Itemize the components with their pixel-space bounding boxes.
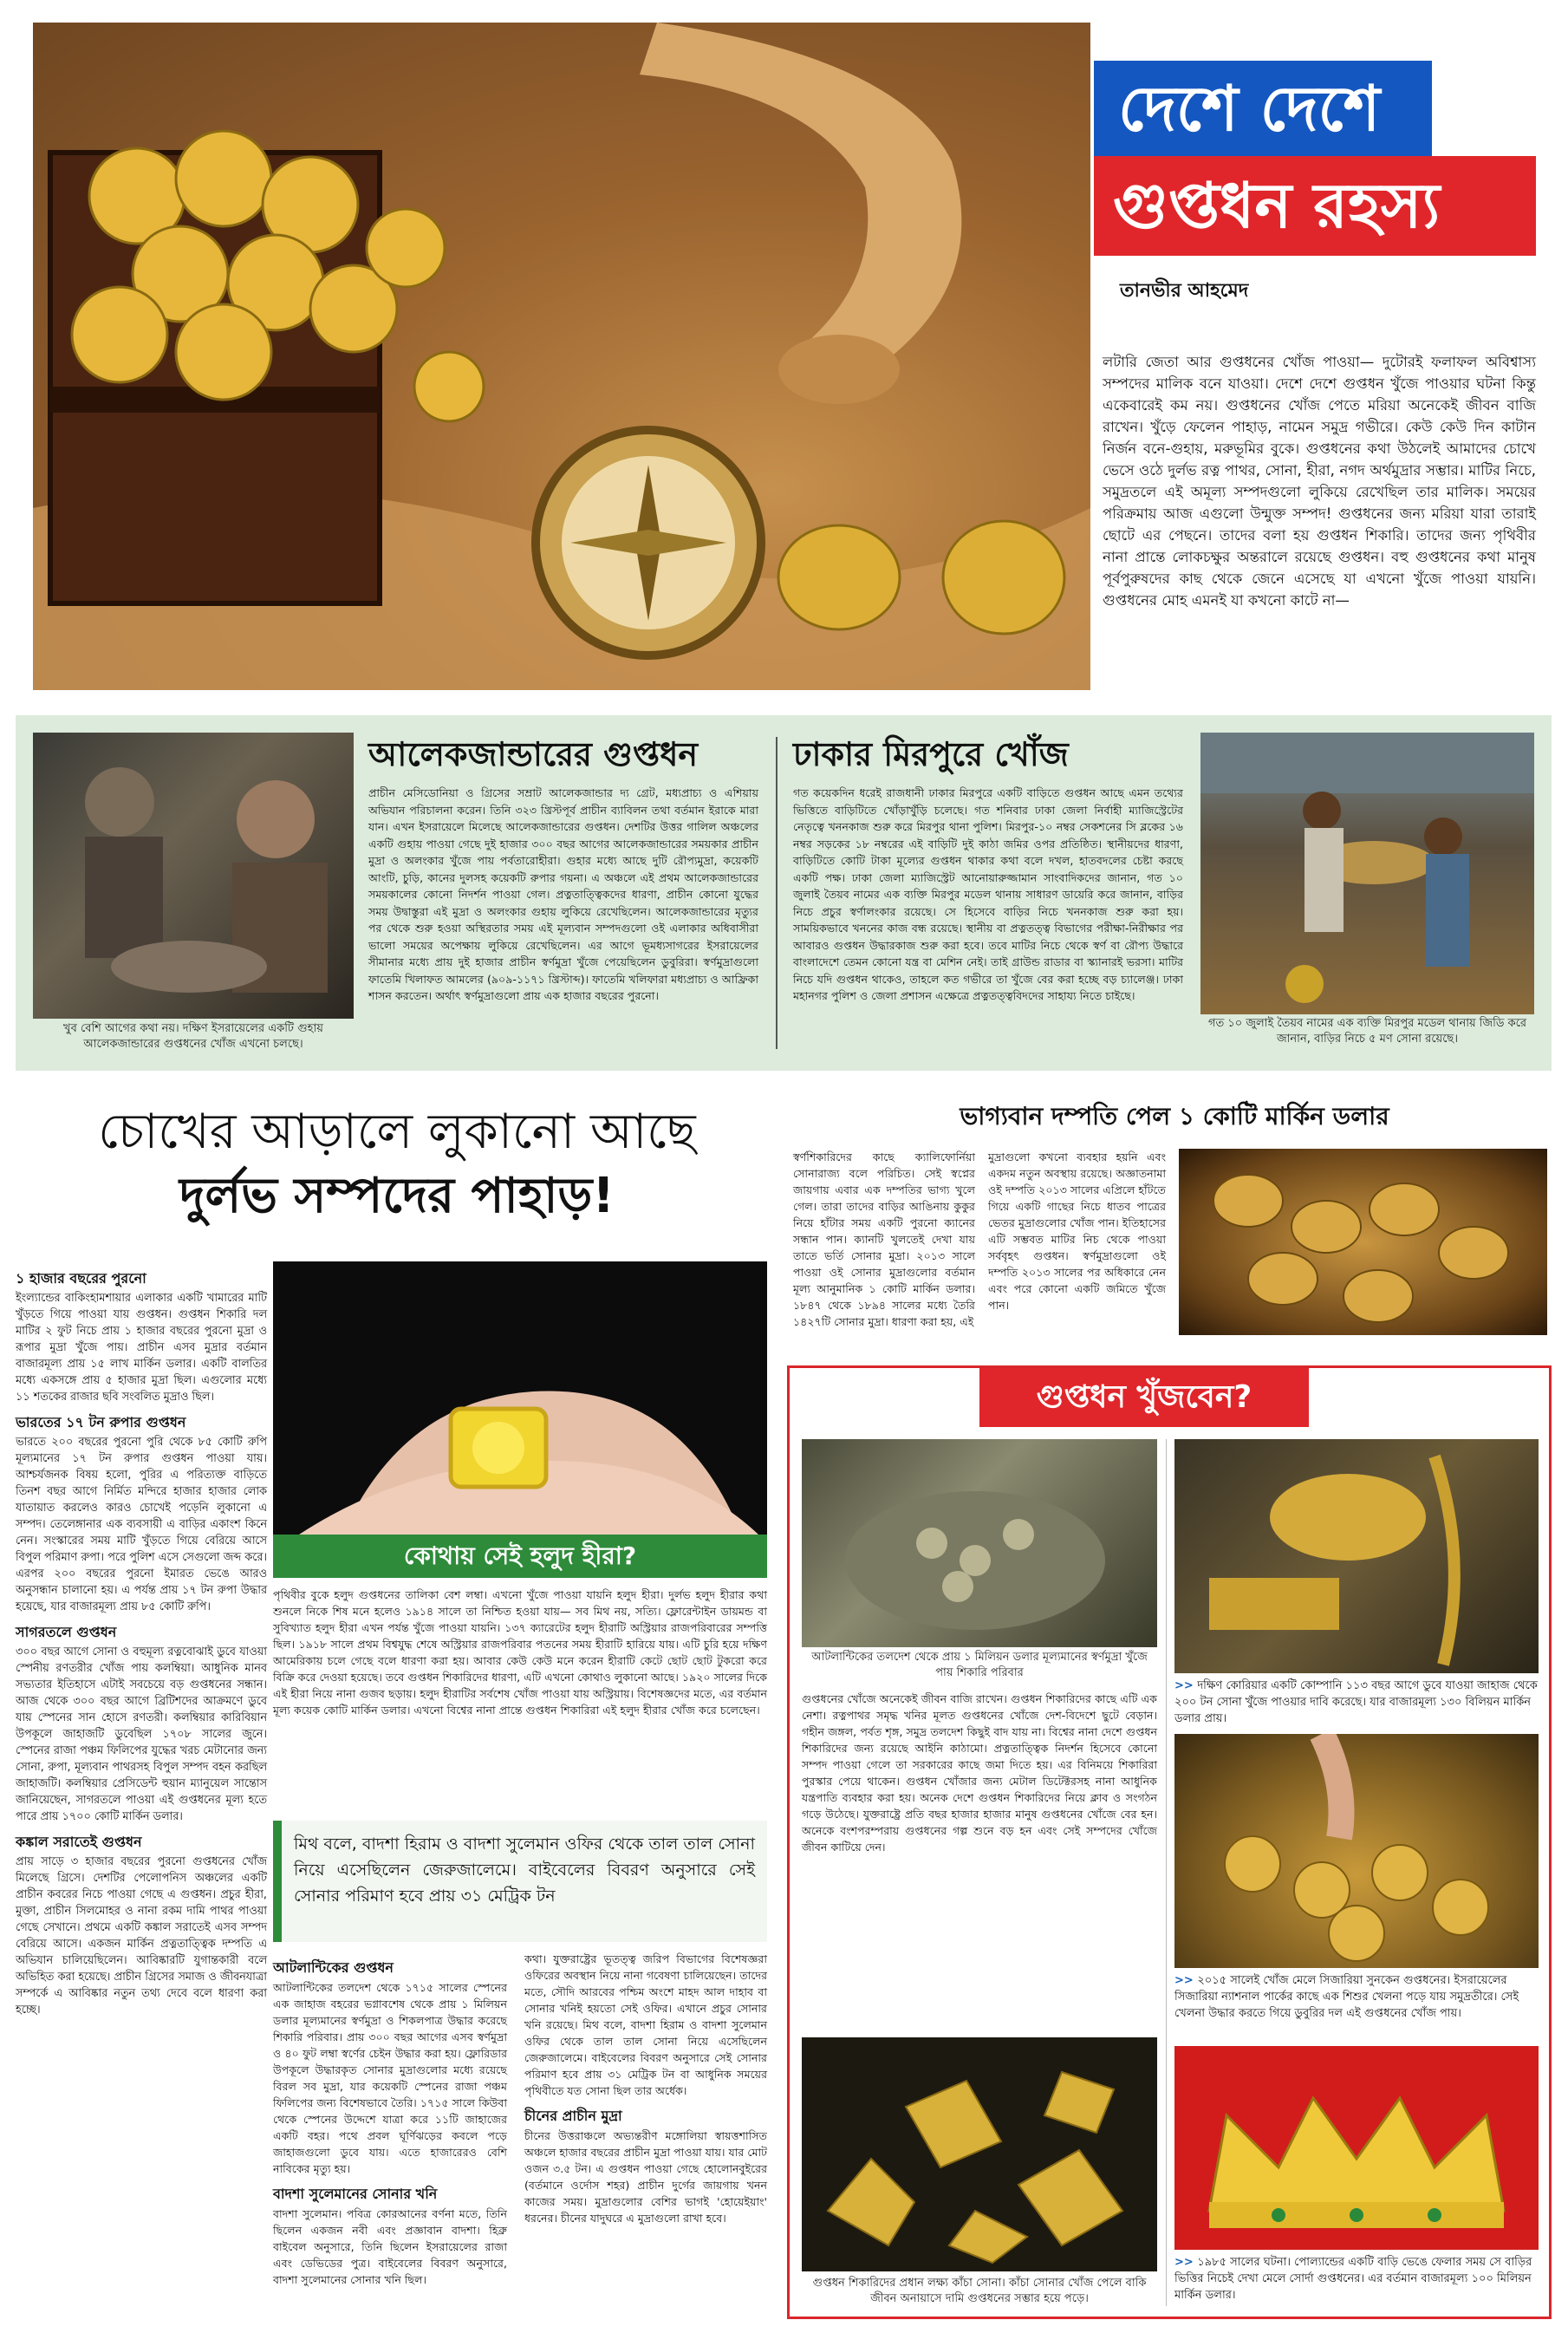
author-byline (1120, 276, 1248, 308)
alexander-body-text: প্রাচীন মেসিডোনিয়া ও গ্রিসের সম্রাট আলেকজান্ডার দ্য গ্রেট, মধ্যপ্রাচ্য ও এশিয়ায় অভিযান পরিচালনা করেন। তিনি ৩২৩ খ্রিস্টপূর্ব প্রাচীন ব্যাবিলন তথা বর্তমান ইরাকে মারা যান। এখন ইসরায়েলে মিলেছে আলেকজান্ডারের গুপ্তধন। দেশটির উত্তর গালিল অঞ্চলের একটি গুহায় পাওয়া গেছে দুই হাজার ৩০০ বছর আগের আলেকজান্ডারের সময়কার প্রাচীন মুদ্রা ও অলংকার খুঁজে পায় পর্বতারোহীরা। গুহার মধ্যে আছে দুটি রৌপ্যমুদ্রা, কয়েকটি আংটি, চুড়ি, কানের দুলসহ কয়েকটি রুপার গয়না। এ অঞ্চলে এই প্রথম আলেকজান্ডারের সময়কালের কোনো নিদর্শন পাওয়া গেল। প্রত্নতাত্ত্বিকদের ধারণা, প্রাচীন কোনো যুদ্ধের সময় উদ্বাস্তুরা এই মুদ্রা ও অলংকার গুহায় লুকিয়ে রেখেছিলেন। আলেকজান্ডারের মৃত্যুর পর থেকে শুরু হওয়া অস্থিরতার সময় এই মূল্যবান সম্পদগুলো ওই এলাকার অধিবাসীরা ভালো সময়ের অপেক্ষায় লুকিয়ে রেখেছিলেন। এর আগে ভূমধ্যসাগরের ইসরায়েলের সীমানার মধ্যে প্রায় দুই হাজার প্রাচীন স্বর্ণমুদ্রা খুঁজে পেয়েছিলেন ডুবুরিরা। স্বর্ণমুদ্রাগুলো ফাতেমি খিলাফত আমলের (৯০৯-১১৭১ খ্রিস্টাব্দ)। ফাতেমি খলিফারা মধ্যপ্রাচ্য ও আফ্রিকা শাসন করতেন। অর্থাৎ স্বর্ণমুদ্রাগুলো প্রায় এক হাজার বছরের পুরনো। (368, 786, 758, 1002)
alexander-heading-text: আলেকজান্ডারের গুপ্তধন (368, 735, 699, 773)
raw-gold-caption (802, 2276, 1157, 2307)
coins-in-hand-illustration (1174, 1734, 1539, 1968)
main-heading (16, 1101, 778, 1229)
yellow-diamond-ring-photo (273, 1261, 767, 1535)
couple-heading (802, 1099, 1547, 1134)
main-heading-line1: চোখের আড়ালে লুকানো আছে (98, 1104, 696, 1160)
atlantic-head: আটলান্টিকের গুপ্তধন (273, 1959, 394, 1976)
couple-heading-text: ভাগ্যবান দম্পতি পেল ১ কোটি মার্কিন ডলার (960, 1102, 1389, 1131)
middle-column-1 (273, 1951, 507, 2323)
gold-nuggets-illustration (802, 2037, 1157, 2271)
quote-text: মিথ বলে, বাদশা হিরাম ও বাদশা সুলেমান ওফির থেকে তাল তাল সোনা নিয়ে এসেছিলেন জেরুজালেমে। বাইবেলের বিবরণ অনুসারে সেই সোনার পরিমাণ হবে প্রায় ৩১ মেট্রিক টন (294, 1834, 755, 1906)
yellow-diamond-heading-box (273, 1535, 767, 1578)
alexander-photo-caption (33, 1021, 354, 1052)
quote-box (273, 1821, 767, 1942)
left-col-text-1: ইংল্যান্ডের বাকিংহামশায়ার এলাকার একটি খামারের মাটি খুঁড়তে গিয়ে পাওয়া যায় গুপ্তধন। গুপ্তধন শিকারি দল মাটির ২ ফুট নিচে প্রায় ১ হাজার বছরের পুরনো মুদ্রা ও রূপার মুদ্রা খুঁজে পায়। প্রাচীন এসব মুদ্রার বর্তমান বাজারমূল্য প্রায় ১৫ লাখ মার্কিন ডলার। একটি বালতির মধ্যে একসঙ্গে প্রায় ৫ হাজার মুদ্রা ছিল। এগুলোর মধ্যে ১১ শতকের রাজার ছবি সংবলিত মুদ্রাও ছিল। (16, 1292, 267, 1404)
hunt-left-text-content: গুপ্তধনের খোঁজে অনেকেই জীবন বাজি রাখেন। গুপ্তধন শিকারিদের কাছে এটি এক নেশা। রত্নপাথর সমৃদ্ধ খনির মূলত গুপ্তধনের খোঁজে দেশ-বিদেশে ছুটে বেড়ান। গহীন জঙ্গল, পর্বত শৃঙ্গ, সমুদ্র তলদেশ কিছুই বাদ যায় না। বিশ্বের নানা দেশে গুপ্তধন শিকারিদের জন্য রয়েছে আইনি কাঠামো। প্রত্নতাত্ত্বিক নিদর্শন হিসেবে কোনো সম্পদ পাওয়া গেলে তা সরকারের কাছে জমা দিতে হয়। এর বিনিময়ে শিকারিরা পুরস্কার পেয়ে থাকেন। গুপ্তধন খোঁজার জন্য মেটাল ডিটেক্টরসহ নানা আধুনিক যন্ত্রপাতি ব্যবহার করা হয়। অনেক দেশে গুপ্তধন শিকারিদের নিয়ে ক্লাব ও সংগঠন গড়ে উঠেছে। যুক্তরাষ্ট্রে প্রতি বছর হাজার হাজার মানুষ গুপ্তধনের খোঁজে বের হন। অনেকে বংশপরম্পরায় গুপ্তধনের গল্প শুনে বড় হন এবং সেই সম্পদের খোঁজে জীবন কাটিয়ে দেন। (802, 1692, 1157, 1854)
caption-arrow-icon: >> (1174, 1974, 1198, 1987)
caption-arrow-icon: >> (1174, 1679, 1198, 1692)
hunt-left-text (802, 1691, 1157, 2024)
main-heading-line2: দুর্লভ সম্পদের পাহাড়! (179, 1168, 615, 1224)
left-col-text-2: ভারতে ২০০ বছরের পুরনো পুরি থেকে ৮৫ কোটি রুপি মূল্যমানের ১৭ টন রুপার গুপ্তধন পাওয়া যায়। আশ্চর্যজনক বিষয় হলো, পুরির এ পরিত্যক্ত বাড়িতে তিনশ বছর আগে নির্মিত মন্দিরে হাজার হাজার লোক যাতায়াত করলেও কারও চোখেই পড়েনি লুকানো এ সম্পদ। তেলেঙ্গানার এক ব্যবসায়ী এ বাড়ির একাংশ কিনে নেন। সংস্কারের সময় মাটি খুঁড়তে গিয়ে বেরিয়ে আসে বিপুল পরিমাণ রুপা। পরে পুলিশ এসে সেগুলো জব্দ করে। এরপর ২০০ বছরের পুরনো ইমারত ভেঙে আরও অনুসন্ধান চালানো হয়। এ পর্যন্ত প্রায় ১৭ টন রুপা উদ্ধার হয়েছে, যার বাজারমূল্য প্রায় ৮৫ কোটি রুপি। (16, 1436, 267, 1613)
poland-caption-text: ১৯৮৫ সালের ঘটনা। পোল্যান্ডের একটি বাড়ি ভেঙে ফেলার সময় সে বাড়ির ভিত্তির নিচেই দেখা মেলে সোর্দা গুপ্তধনের। এর বর্তমান বাজারমূল্য ১০০ মিলিয়ন মার্কিন ডলার। (1174, 2256, 1532, 2302)
china-coins-head: চীনের প্রাচীন মুদ্রা (524, 2108, 622, 2124)
china-coins-text: চীনের উত্তরাঞ্চলে অভ্যন্তরীণ মঙ্গোলিয়া স্বায়ত্তশাসিত অঞ্চলে হাজার বছরের প্রাচীন মুদ্রা পাওয়া যায়। যার মোট ওজন ৩.৫ টন। এ গুপ্তধন পাওয়া গেছে হোলোনবুইরের (বর্তমানে ওর্দোস শহর) প্রাচীন দুর্গের জায়গায় খনন কাজের সময়। মুদ্রাগুলোর বেশির ভাগই 'হোয়েইয়াং' ধরনের। চীনের যাদুঘরে এ মুদ্রাগুলো রাখা হবে। (524, 2129, 767, 2225)
atlantic-caption-text: আটলান্টিকের তলদেশ থেকে প্রায় ১ মিলিয়ন ডলার মূল্যমানের স্বর্ণমুদ্রা খুঁজে পায় শিকারি পরিবার (811, 1651, 1148, 1679)
intro-text: লটারি জেতা আর গুপ্তধনের খোঁজ পাওয়া— দুটোরই ফলাফল অবিশ্বাস্য সম্পদের মালিক বনে যাওয়া। দেশে দেশে গুপ্তধন খুঁজে পাওয়ার ঘটনা কিন্তু একেবারেই কম নয়। গুপ্তধনের খোঁজ পেতে মরিয়া অনেকেই জীবন বাজি রাখেন। খুঁড়ে ফেলেন পাহাড়, নামেন সমুদ্র গভীরে। কেউ কেউ দিন কাটান নির্জন বনে-গুহায়, মরুভূমির বুকে। গুপ্তধনের কথা উঠলেই আমাদের চোখে ভেসে ওঠে দুর্লভ রত্ন পাথর, সোনা, হীরা, নগদ অর্থমুদ্রার সম্ভার। মাটির নিচে, সমুদ্রতলে এই অমূল্য সম্পদগুলো লুকিয়ে রেখেছিল তার মালিক। সময়ের পরিক্রমায় আজ এগুলো উন্মুক্ত সম্পদ! গুপ্তধনের জন্য মরিয়া যারা তারাই ছোটে এর পেছনে। তাদের বলা হয় গুপ্তধন শিকারি। তাদের জন্য পৃথিবীর নানা প্রান্তে লোকচক্ষুর অন্তরালে রয়েছে গুপ্তধন। বহু গুপ্তধনের কথা মানুষ পূর্বপুরুষদের কাছ থেকে জেনে এসেছে যা এখনো খুঁজে পাওয়া যায়নি। গুপ্তধনের মোহ এমনই যা কখনো কাটে না— (1103, 354, 1536, 609)
dhaka-photo-caption (1200, 1016, 1534, 1047)
caesarea-caption (1174, 1972, 1539, 2022)
golden-crown-illustration (1174, 2046, 1539, 2250)
gold-bars-illustration (1174, 1439, 1539, 1673)
left-col-head-1: ১ হাজার বছরের পুরনো (16, 1270, 146, 1287)
poland-caption (1174, 2254, 1539, 2304)
couple-col1 (793, 1149, 975, 1357)
cave-explorers-illustration (33, 733, 354, 1019)
intro-paragraph (1103, 351, 1536, 698)
middle-col2-text: কথা। যুক্তরাষ্ট্রের ভূতত্ত্ব জরিপ বিভাগের বিশেষজ্ঞরা ওফিরের অবস্থান নিয়ে নানা গবেষণা চালিয়েছেন। তাদের মতে, সৌদি আরবের পশ্চিম অংশে মাহদ আল দাহাব বা সোনার খনিই হয়তো সেই ওফির। এখানে প্রচুর সোনার খনি রয়েছে। মিথ বলে, বাদশা হিরাম ও বাদশা সুলেমান ওফির থেকে তাল তাল সোনা নিয়ে এসেছিলেন জেরুজালেমে। বাইবেলের বিবরণ অনুসারে সেই সোনার পরিমাণ হবে প্রায় ৩১ মেট্রিক টন বা আধুনিক সময়ের পৃথিবীতে যত সোনা ছিল তার অর্ধেক। (524, 1952, 767, 2097)
raw-gold-photo (802, 2037, 1157, 2271)
left-col-head-4: কঙ্কাল সরাতেই গুপ্তধন (16, 1834, 142, 1850)
coin-pile-illustration (1179, 1149, 1547, 1335)
atlantic-text: আটলান্টিকের তলদেশ থেকে ১৭১৫ সালের স্পেনের এক জাহাজ বহরের ভগ্নাবশেষ থেকে প্রায় ১ মিলিয়ন ডলার মূল্যমানের স্বর্ণমুদ্রা ও শিকলপাত্র উদ্ধার করেছে শিকারি পরিবার। প্রায় ৩০০ বছর আগের এসব স্বর্ণমুদ্রা ও ৪০ ফুট লম্বা স্বর্ণের চেইন উদ্ধার করা হয়। ফ্লোরিডার উপকূলে উদ্ধারকৃত সোনার মুদ্রাগুলোর মধ্যে রয়েছে বিরল সব মুদ্রা, যার কয়েকটি স্পেনের রাজা পঞ্চম ফিলিপের জন্য বিশেষভাবে তৈরি। ১৭১৫ সালে কিউবা থেকে স্পেনের উদ্দেশে যাত্রা করে ১১টি জাহাজের একটি বহর। পথে প্রবল ঘূর্ণিঝড়ের কবলে পড়ে জাহাজগুলো ডুবে যায়। এতে হাজারেরও বেশি নাবিকের মৃত্যু হয়। (273, 1981, 507, 2175)
yellow-diamond-body (273, 1587, 767, 1803)
mirpur-digging-photo (1200, 733, 1534, 1014)
green-band-divider (776, 737, 777, 1049)
korea-gold-photo (1174, 1439, 1539, 1673)
alexander-heading (368, 733, 698, 776)
left-col-text-3: ৩০০ বছর আগে সোনা ও বহুমূল্য রত্নবোঝাই ডুবে যাওয়া স্পেনীয় রণতরীর খোঁজ পায় কলম্বিয়া। আধুনিক মানব সভ্যতার ইতিহাসে এটাই সবচেয়ে বড় গুপ্তধনের সন্ধান। আজ থেকে ৩০০ বছর আগে ব্রিটিশদের আক্রমণে ডুবে যায় স্পেনের সান হোসে রণতরী। কলম্বিয়ার কারিবিয়ান উপকূলে জাহাজটি ডুবেছিল ১৭০৮ সালের জুনে। স্পেনের রাজা পঞ্চম ফিলিপের যুদ্ধের খরচ মেটানোর জন্য সোনা, রুপা, মূল্যবান পাথরসহ বিপুল সম্পদ বহন করছিল জাহাজটি। কলম্বিয়ার প্রেসিডেন্ট হুয়ান ম্যানুয়েল সান্তোস জানিয়েছেন, সাগরতলে পাওয়া এই গুপ্তধনের মূল্য হতে পারে প্রায় ১৭০০ কোটি মার্কিন ডলার। (16, 1645, 267, 1823)
title-line1-text: দেশে দেশে (1118, 72, 1381, 145)
solomon-text: বাদশা সুলেমান। পবিত্র কোরআনের বর্ণনা মতে, তিনি ছিলেন একজন নবী এবং প্রজ্ঞাবান বাদশা। হিব্রু বাইবেল অনুসারে, তিনি ছিলেন ইসরায়েলের রাজা এবং ডেভিডের পুত্র। বাইবেলের বিবরণ অনুসারে, বাদশা সুলেমানের সোনার খনি ছিল। (273, 2207, 507, 2286)
caption-arrow-icon: >> (1174, 2256, 1198, 2269)
dhaka-heading-text: ঢাকার মিরপুরে খোঁজ (793, 735, 1069, 773)
atlantic-coins-photo (802, 1439, 1157, 1647)
korea-caption-text: দক্ষিণ কোরিয়ার একটি কোম্পানি ১১৩ বছর আগে ডুবে যাওয়া জাহাজ থেকে ২০০ টন সোনা খুঁজে পাওয়ার দাবি করেছে। যার বাজারমূল্য ১৩০ বিলিয়ন মার্কিন ডলার প্রায়। (1174, 1679, 1538, 1725)
workers-digging-illustration (1200, 733, 1534, 1014)
alexander-caption-text: খুব বেশি আগের কথা নয়। দক্ষিণ ইসরায়েলের একটি গুহায় আলেকজান্ডারের গুপ্তধনের খোঁজ এখনো চলছে। (63, 1022, 323, 1051)
dhaka-body-text: গত কয়েকদিন ধরেই রাজধানী ঢাকার মিরপুরে একটি বাড়িতে গুপ্তধন আছে এমন তথ্যের ভিত্তিতে বাড়িটিতে খোঁড়াখুঁড়ি চলেছে। গত শনিবার ঢাকা জেলা নির্বাহী ম্যাজিস্ট্রেটের নেতৃত্বে খননকাজ শুরু করে মিরপুর থানা পুলিশ। মিরপুর-১০ নম্বর সেকশনের সি ব্লকের ১৬ নম্বর সড়কের ১৮ নম্বরের এই বাড়িটি দুই কাঠা জমির ওপর প্রতিষ্ঠিত। স্থানীয়দের ধারণা, বাড়িটিতে কোটি টাকা মূল্যের গুপ্তধন থাকার কথা বলে দখল, হাতবদলের চেষ্টা করছে একটি পক্ষ। ঢাকা জেলা ম্যাজিস্ট্রেট আনোয়ারুজ্জামান সাংবাদিকদের জানান, গত ১০ জুলাই তৈয়ব নামের এক ব্যক্তি মিরপুর মডেল থানায় সাধারণ ডায়েরি করে জানান, বাড়ির নিচে প্রচুর স্বর্ণালংকার রয়েছে। সে হিসেবে বাড়ির নিচে খননকাজ শুরু করা হয়। সাময়িকভাবে খননের কাজ বন্ধ রয়েছে। স্থানীয় বা প্রত্নতত্ত্ব বিভাগের পরীক্ষা-নিরীক্ষার পর আবারও গুপ্তধন উদ্ধারকাজ শুরু করা হবে। তবে মাটির নিচে থেকে স্বর্ণ বা রৌপ্য উদ্ধারে বাংলাদেশে তেমন কোনো যন্ত্র বা মেশিন নেই। তাই গ্রাউন্ড রাডার বা স্ক্যানারই ভরসা। মাটির নিচে যদি গুপ্তধন থাকেও, তাহলে কত গভীরে তা খুঁজে বের করা হচ্ছে বড় চ্যালেঞ্জ। ঢাকা মহানগর পুলিশ ও জেলা প্রশাসন এক্ষেত্রে প্রত্নতত্ত্ববিদদের সাহায্য নিতে চাইছে। (793, 786, 1183, 1002)
coin-bucket-illustration (802, 1439, 1157, 1647)
treasure-illustration (33, 23, 1090, 690)
hero-treasure-chest-image (33, 23, 1090, 690)
raw-gold-caption-text: গুপ্তধন শিকারিদের প্রধান লক্ষ্য কাঁচা সোনা। কাঁচা সোনার খোঁজ পেলে বাকি জীবন অনায়াসে দামি গুপ্তধনের সম্ভার হয়ে পড়ে। (812, 2277, 1147, 2305)
left-column (16, 1261, 267, 2319)
left-col-head-3: সাগরতলে গুপ্তধন (16, 1624, 117, 1640)
solomon-head: বাদশা সুলেমানের সোনার খনি (273, 2186, 438, 2202)
author-name: তানভীর আহমেদ (1120, 280, 1249, 302)
dhaka-caption-text: গত ১০ জুলাই তৈয়ব নামের এক ব্যক্তি মিরপুর মডেল থানায় জিডি করে জানান, বাড়ির নিচে ৫ মণ সোনা রয়েছে। (1207, 1017, 1527, 1046)
dhaka-heading (793, 733, 1069, 776)
dhaka-body (793, 785, 1183, 1062)
yellow-diamond-text: পৃথিবীর বুকে হলুদ গুপ্তধনের তালিকা বেশ লম্বা। এখনো খুঁজে পাওয়া যায়নি হলুদ হীরা। দুর্লভ হলুদ হীরার কথা শুনলে নিকে শিষ মনে হলেও ১৯১৪ সালে তা নিশ্চিত হওয়া যায়— সব মিথ নয়, সত্যি। ফ্লোরেন্টাইন ডায়মন্ড বা সুবিখ্যাত হলুদ হীরা এখন পর্যন্ত খুঁজে পাওয়া যায়নি। ১৩৭ ক্যারেটের হলুদ হীরাটি অস্ট্রিয়ার রাজপরিবারের সম্পত্তি ছিল। ১৯১৮ সালে প্রথম বিশ্বযুদ্ধ শেষে অস্ট্রিয়ার রাজপরিবার পতনের সময় হীরাটি হারিয়ে যায়। এটি চুরি হয়ে দক্ষিণ আমেরিকায় চলে গেছে বলে ধারণা করা হয়। আবার কেউ কেউ মনে করেন হীরাটি কেটে ছোট ছোট টুকরো করে বিক্রি করে দেওয়া হয়েছে। তবে গুপ্তধন শিকারিদের ধারণা, এটি এখনো কোথাও লুকানো আছে। ১৯২০ সালের দিকে এই হীরা নিয়ে নানা গুজব ছড়ায়। হলুদ হীরাটির সর্বশেষ খোঁজ পাওয়া যায় অস্ট্রিয়ায়। বিশেষজ্ঞদের মতে, এর বর্তমান মূল্য কয়েক কোটি মার্কিন ডলার। এখনো বিশ্বের নানা প্রান্তে গুপ্তধন শিকারিরা এই হলুদ হীরার খোঁজ করে চলেছেন। (273, 1588, 768, 1717)
couple-gold-coins-photo (1179, 1149, 1547, 1335)
left-col-head-2: ভারতের ১৭ টন রুপার গুপ্তধন (16, 1414, 186, 1430)
yellow-diamond-heading: কোথায় সেই হলুদ হীরা? (403, 1541, 637, 1570)
couple-col2 (988, 1149, 1166, 1357)
left-col-text-4: প্রায় সাড়ে ৩ হাজার বছরের পুরনো গুপ্তধনের খোঁজ মিলেছে গ্রিসে। দেশটির পেলোপনিস অঞ্চলের একটি প্রাচীন কবরের নিচে পাওয়া গেছে এ গুপ্তধন। প্রচুর হীরা, মুক্তা, প্রাচীন সিলমোহর ও নানা রকম দামি পাথর পাওয়া গেছে সেখানে। প্রথমে একটি কঙ্কাল সরাতেই এসব সম্পদ বেরিয়ে আসে। একজন মার্কিন প্রত্নতাত্ত্বিক দম্পতি এ অভিযান চালিয়েছিলেন। আবিষ্কারটি যুগান্তকারী বলে অভিহিত করা হয়েছে। প্রাচীন গ্রিসের সমাজ ও জীবনযাত্রা সম্পর্কে এ আবিষ্কার নতুন তথ্য দেবে বলে ধারণা করা হচ্ছে। (16, 1855, 267, 2017)
korea-caption (1174, 1678, 1539, 1727)
hunt-heading-box (979, 1368, 1309, 1427)
alexander-body (368, 785, 758, 1062)
poland-crown-photo (1174, 2046, 1539, 2250)
hunt-heading-text: গুপ্তধন খুঁজবেন? (1036, 1379, 1252, 1415)
caesarea-caption-text: ২০১৫ সালেই খোঁজ মেলে সিজারিয়া সুনকেন গুপ্তধনের। ইসরায়েলের সিজারিয়া ন্যাশনাল পার্কের কাছে এক শিশুর খেলনা পড়ে যায় সমুদ্রতীরে। সেই খেলনা উদ্ধার করতে গিয়ে ডুবুরির দল এই গুপ্তধনের খোঁজ পায়। (1174, 1974, 1519, 2020)
couple-col1-text: স্বর্ণশিকারিদের কাছে ক্যালিফোর্নিয়া সোনারাজ্য বলে পরিচিত। সেই স্বপ্নের জায়গায় এবার এক দম্পতির ভাগ্য খুলে গেল। তারা তাদের বাড়ির আঙিনায় কুকুর নিয়ে হাঁটার সময় একটি পুরনো ক্যানের সন্ধান পান। ক্যানটি খুলতেই দেখা যায় তাতে ভর্তি সোনার মুদ্রা। ২০১৩ সালে পাওয়া ওই সোনার মুদ্রাগুলোর বর্তমান মূল্য আনুমানিক ১ কোটি মার্কিন ডলার। ১৮৪৭ থেকে ১৮৯৪ সালের মধ্যে তৈরি ১৪২৭টি সোনার মুদ্রা। ধারণা করা হয়, এই (793, 1150, 975, 1328)
title-line1 (1094, 61, 1432, 156)
title-line2-text: গুপ্তধন রহস্য (1113, 169, 1441, 242)
title-line2 (1094, 156, 1536, 256)
couple-col2-text: মুদ্রাগুলো কখনো ব্যবহার হয়নি এবং একদম নতুন অবস্থায় রয়েছে। অজ্ঞাতনামা ওই দম্পতি ২০১৩ সালের এপ্রিলে হাঁটতে গিয়ে একটি গাছের নিচে ধাতব পাত্রের ভেতর মুদ্রাগুলোর খোঁজ পান। ইতিহাসের এটি সম্ভবত মাটির নিচ থেকে পাওয়া সর্ববৃহৎ গুপ্তধন। স্বর্ণমুদ্রাগুলো ওই দম্পতি ২০১৩ সালের পর অধিকারে নেন এবং পরে কোনো একটি জমিতে খুঁজে পান। (988, 1150, 1166, 1312)
atlantic-coins-caption (802, 1650, 1157, 1681)
alexander-cave-photo (33, 733, 354, 1019)
hands-ring-illustration (273, 1261, 767, 1535)
middle-column-2 (524, 1951, 767, 2323)
caesarea-coins-photo (1174, 1734, 1539, 1968)
hunt-divider (1166, 1439, 1167, 2306)
